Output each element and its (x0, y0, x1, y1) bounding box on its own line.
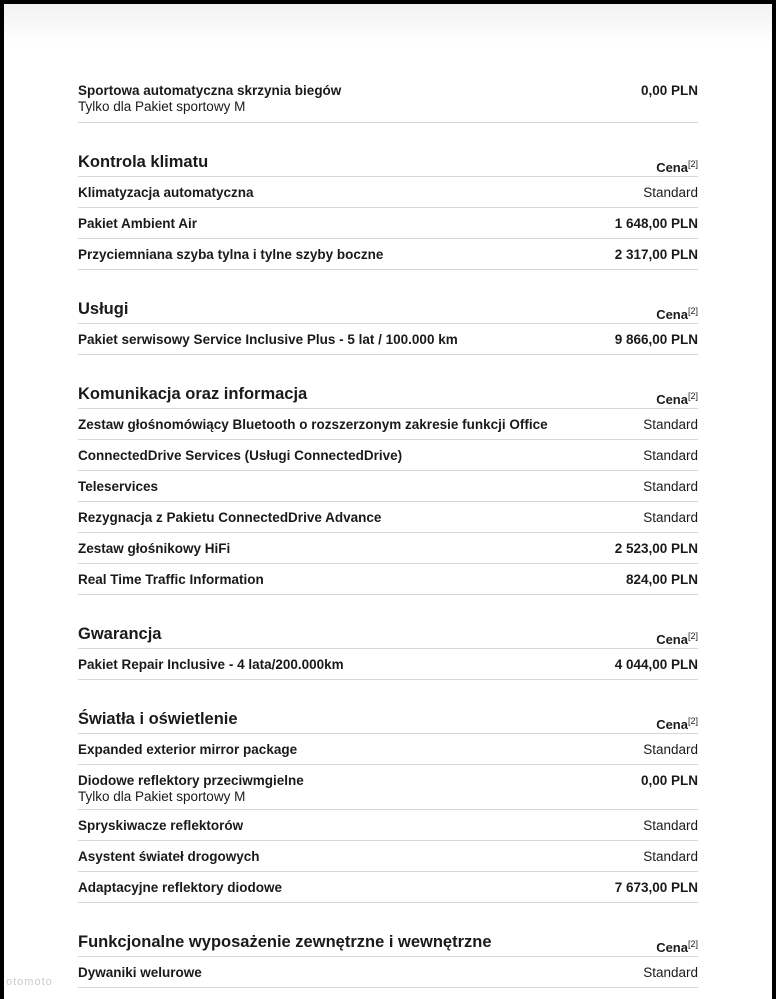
item-price: 2 317,00 PLN (614, 247, 698, 262)
item-price: Standard (643, 479, 698, 494)
item-price: Standard (643, 448, 698, 463)
price-column-label (656, 157, 698, 175)
item-name: Klimatyzacja automatyczna (78, 185, 254, 200)
document-page (4, 4, 772, 999)
list-item (78, 177, 698, 208)
item-price: Standard (643, 818, 698, 833)
item-price: 4 044,00 PLN (614, 657, 698, 672)
item-name: Diodowe reflektory przeciwmgielne (78, 773, 304, 788)
item-text (78, 540, 230, 557)
price-column-label (656, 714, 698, 732)
section-header (78, 625, 698, 649)
section-title: Kontrola klimatu (78, 153, 209, 171)
footnote-ref: [2] (687, 631, 698, 641)
list-item (78, 841, 698, 872)
list-item (78, 649, 698, 680)
item-name: Pakiet serwisowy Service Inclusive Plus - 5 lat / 100.000 km (78, 332, 458, 347)
item-name: Asystent świateł drogowych (78, 849, 260, 864)
item-name: Spryskiwacze reflektorów (78, 818, 244, 833)
section-title: Światła i oświetlenie (78, 710, 238, 728)
price-column-text: Cena (656, 307, 688, 322)
item-name: Przyciemniana szyba tylna i tylne szyby boczne (78, 247, 384, 262)
list-item (78, 239, 698, 270)
list-item-top (78, 4, 698, 123)
item-text (78, 478, 158, 495)
section-title: Gwarancja (78, 625, 162, 643)
section-title: Komunikacja oraz informacja (78, 385, 308, 403)
item-text (78, 416, 548, 433)
price-column-text: Cena (656, 717, 688, 732)
item-note: Tylko dla Pakiet sportowy M (78, 99, 246, 114)
item-name: Pakiet Repair Inclusive - 4 lata/200.000km (78, 657, 344, 672)
list-item (78, 208, 698, 239)
price-list (78, 4, 698, 988)
item-note: Tylko dla Pakiet sportowy M (78, 789, 246, 804)
item-text (78, 331, 458, 348)
item-text (78, 82, 341, 114)
price-column-text: Cena (656, 940, 688, 955)
item-name: Sportowa automatyczna skrzynia biegów (78, 83, 342, 98)
item-price: 0,00 PLN (640, 773, 698, 788)
item-text (78, 817, 243, 834)
item-name: Zestaw głośnikowy HiFi (78, 541, 231, 556)
item-price: Standard (643, 742, 698, 757)
item-name: Expanded exterior mirror package (78, 742, 298, 757)
list-item (78, 533, 698, 564)
item-price: 7 673,00 PLN (614, 880, 698, 895)
section-header (78, 153, 698, 177)
item-text (78, 215, 197, 232)
item-text (78, 741, 297, 758)
item-text (78, 184, 254, 201)
item-name: Real Time Traffic Information (78, 572, 264, 587)
list-item (78, 765, 698, 810)
item-text (78, 246, 383, 263)
item-price: Standard (643, 849, 698, 864)
item-text (78, 656, 344, 673)
item-price: 824,00 PLN (625, 572, 698, 587)
list-item (78, 409, 698, 440)
item-text (78, 772, 304, 804)
item-text (78, 964, 202, 981)
item-price: 2 523,00 PLN (614, 541, 698, 556)
section-header (78, 933, 698, 957)
item-price: 9 866,00 PLN (614, 332, 698, 347)
list-item (78, 957, 698, 988)
item-name: Dywaniki welurowe (78, 965, 202, 980)
section-header (78, 710, 698, 734)
list-item (78, 324, 698, 355)
item-name: Pakiet Ambient Air (78, 216, 198, 231)
section-title: Usługi (78, 300, 129, 318)
footnote-ref: [2] (687, 939, 698, 949)
item-name: ConnectedDrive Services (Usługi ConnectedDrive) (78, 448, 403, 463)
list-item (78, 502, 698, 533)
item-price: Standard (643, 510, 698, 525)
item-text (78, 571, 264, 588)
watermark: otomoto (6, 976, 53, 988)
price-column-text: Cena (656, 632, 688, 647)
item-price: Standard (643, 965, 698, 980)
item-name: Adaptacyjne reflektory diodowe (78, 880, 283, 895)
footnote-ref: [2] (687, 306, 698, 316)
price-column-label (656, 937, 698, 955)
item-text (78, 848, 260, 865)
price-column-text: Cena (656, 160, 688, 175)
item-price: 1 648,00 PLN (614, 216, 698, 231)
price-column-label (656, 629, 698, 647)
item-text (78, 509, 381, 526)
item-name: Rezygnacja z Pakietu ConnectedDrive Advance (78, 510, 382, 525)
list-item (78, 471, 698, 502)
item-name: Teleservices (78, 479, 159, 494)
item-price: Standard (643, 417, 698, 432)
list-item (78, 440, 698, 471)
item-text (78, 447, 402, 464)
list-item (78, 734, 698, 765)
footnote-ref: [2] (687, 159, 698, 169)
item-text (78, 879, 282, 896)
list-item (78, 810, 698, 841)
section-title: Funkcjonalne wyposażenie zewnętrzne i wewnętrzne (78, 933, 492, 951)
footnote-ref: [2] (687, 391, 698, 401)
price-column-text: Cena (656, 392, 688, 407)
price-column-label (656, 389, 698, 407)
list-item (78, 564, 698, 595)
item-name: Zestaw głośnomówiący Bluetooth o rozszerzonym zakresie funkcji Office (78, 417, 548, 432)
section-header (78, 300, 698, 324)
section-header (78, 385, 698, 409)
item-price: 0,00 PLN (640, 83, 698, 98)
price-column-label (656, 304, 698, 322)
item-price: Standard (643, 185, 698, 200)
list-item (78, 872, 698, 903)
footnote-ref: [2] (687, 716, 698, 726)
